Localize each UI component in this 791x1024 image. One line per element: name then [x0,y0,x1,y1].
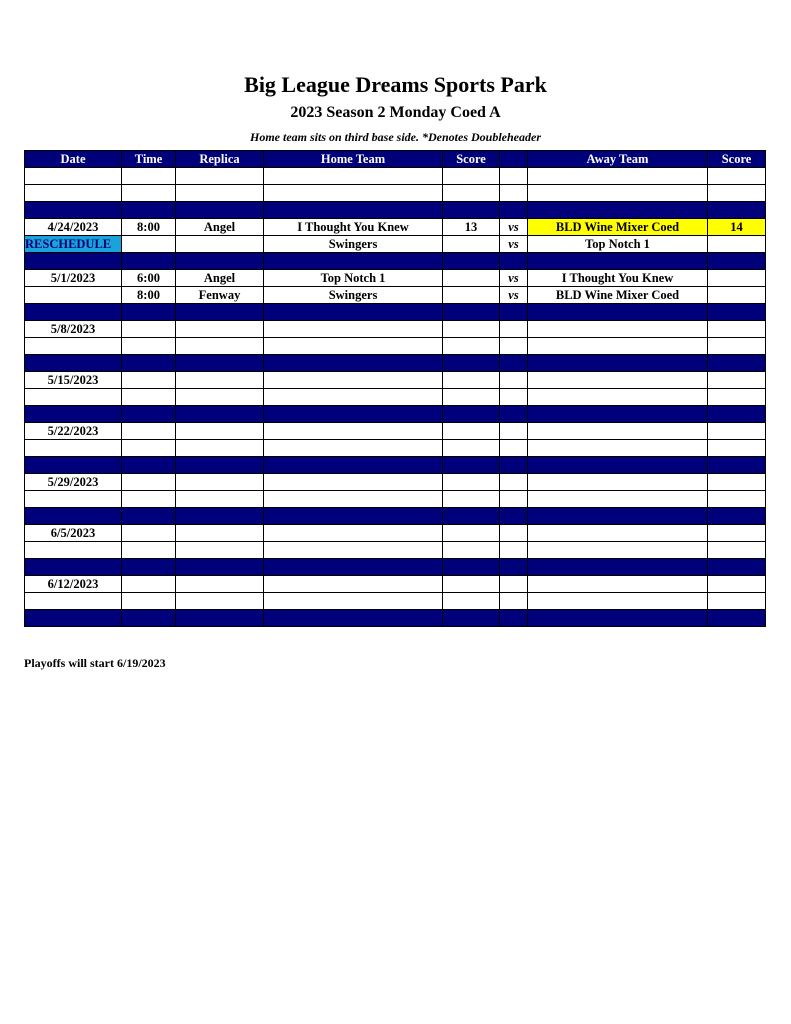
separator-cell [122,610,176,627]
cell-date: 5/29/2023 [25,474,122,491]
separator-cell [176,406,264,423]
cell-home-team [264,389,443,406]
cell-vs [500,168,528,185]
playoffs-note: Playoffs will start 6/19/2023 [24,656,166,670]
cell-home-score [443,491,500,508]
table-row [25,185,766,202]
cell-home-score [443,440,500,457]
week-separator-row [25,559,766,576]
separator-cell [264,559,443,576]
cell-home-score [443,287,500,304]
cell-vs [500,372,528,389]
cell-home-team [264,185,443,202]
separator-cell [264,406,443,423]
separator-cell [528,304,708,321]
week-separator-row [25,253,766,270]
cell-home-score [443,236,500,253]
cell-away-score [708,542,766,559]
cell-replica: Angel [176,219,264,236]
cell-vs [500,593,528,610]
separator-cell [443,559,500,576]
cell-time [122,338,176,355]
cell-away-team [528,576,708,593]
cell-away-team [528,185,708,202]
table-row [25,423,766,440]
separator-cell [528,202,708,219]
cell-home-team [264,168,443,185]
separator-cell [443,202,500,219]
separator-cell [708,508,766,525]
cell-vs [500,525,528,542]
cell-away-score [708,474,766,491]
cell-time [122,474,176,491]
cell-date: 4/24/2023 [25,219,122,236]
separator-cell [443,406,500,423]
cell-home-score [443,372,500,389]
separator-cell [528,508,708,525]
separator-cell [443,355,500,372]
cell-home-score [443,338,500,355]
separator-cell [500,406,528,423]
cell-away-team [528,491,708,508]
separator-cell [264,202,443,219]
cell-replica [176,389,264,406]
cell-time [122,236,176,253]
cell-home-score [443,270,500,287]
cell-date: 6/12/2023 [25,576,122,593]
separator-cell [176,457,264,474]
cell-date: 5/22/2023 [25,423,122,440]
cell-date [25,338,122,355]
cell-date [25,542,122,559]
cell-home-team: Swingers [264,287,443,304]
cell-home-team [264,491,443,508]
cell-home-team [264,423,443,440]
cell-time [122,372,176,389]
cell-vs [500,440,528,457]
col-vs [500,151,528,168]
week-separator-row [25,610,766,627]
separator-cell [528,253,708,270]
page-title: Big League Dreams Sports Park [244,72,547,97]
cell-time [122,491,176,508]
separator-cell [500,202,528,219]
schedule-table [24,150,766,627]
cell-replica: Fenway [176,287,264,304]
separator-cell [25,559,122,576]
cell-home-team [264,593,443,610]
separator-cell [176,253,264,270]
cell-replica [176,576,264,593]
cell-time [122,542,176,559]
separator-cell [708,202,766,219]
cell-vs [500,389,528,406]
cell-away-team [528,321,708,338]
cell-home-team: I Thought You Knew [264,219,443,236]
table-row [25,168,766,185]
separator-cell [176,304,264,321]
cell-date [25,491,122,508]
cell-home-team [264,321,443,338]
separator-cell [122,304,176,321]
cell-home-score [443,576,500,593]
cell-date [25,185,122,202]
separator-cell [708,610,766,627]
cell-away-team [528,593,708,610]
separator-cell [25,355,122,372]
cell-replica [176,440,264,457]
cell-home-team [264,474,443,491]
cell-away-score: 14 [708,219,766,236]
table-row [25,542,766,559]
cell-replica: Angel [176,270,264,287]
cell-date: 6/5/2023 [25,525,122,542]
separator-cell [528,406,708,423]
cell-home-score [443,525,500,542]
cell-away-score [708,321,766,338]
cell-away-team [528,525,708,542]
separator-cell [176,508,264,525]
cell-time [122,168,176,185]
table-row [25,321,766,338]
cell-vs: vs [500,236,528,253]
table-row [25,525,766,542]
cell-home-team [264,542,443,559]
separator-cell [708,457,766,474]
week-separator-row [25,406,766,423]
cell-replica [176,593,264,610]
cell-vs [500,491,528,508]
cell-home-score [443,168,500,185]
separator-cell [264,508,443,525]
separator-cell [122,202,176,219]
cell-home-team [264,525,443,542]
cell-away-team: BLD Wine Mixer Coed [528,219,708,236]
separator-cell [176,559,264,576]
cell-home-score [443,321,500,338]
cell-away-team [528,338,708,355]
cell-replica [176,542,264,559]
cell-vs [500,185,528,202]
separator-cell [264,457,443,474]
separator-cell [25,202,122,219]
cell-away-score [708,491,766,508]
reschedule-badge: RESCHEDULE [25,236,122,253]
week-separator-row [25,304,766,321]
cell-vs [500,542,528,559]
cell-away-team [528,423,708,440]
cell-away-score [708,525,766,542]
cell-away-team [528,389,708,406]
col-time: Time [122,151,176,168]
cell-time [122,423,176,440]
cell-time: 8:00 [122,287,176,304]
cell-home-team [264,440,443,457]
cell-vs [500,321,528,338]
separator-cell [25,508,122,525]
table-row [25,236,766,253]
cell-replica [176,168,264,185]
cell-away-score [708,389,766,406]
page-subtitle: 2023 Season 2 Monday Coed A [290,104,501,121]
cell-away-team: I Thought You Knew [528,270,708,287]
cell-replica [176,321,264,338]
separator-cell [122,406,176,423]
separator-cell [176,202,264,219]
separator-cell [500,610,528,627]
header-row [25,151,766,168]
cell-vs [500,338,528,355]
cell-away-team: BLD Wine Mixer Coed [528,287,708,304]
week-separator-row [25,202,766,219]
cell-away-score [708,423,766,440]
col-away-score: Score [708,151,766,168]
cell-replica [176,236,264,253]
cell-away-score [708,440,766,457]
separator-cell [264,355,443,372]
cell-vs: vs [500,219,528,236]
separator-cell [264,304,443,321]
cell-away-team: Top Notch 1 [528,236,708,253]
cell-time [122,440,176,457]
cell-vs: vs [500,270,528,287]
cell-replica [176,525,264,542]
separator-cell [500,253,528,270]
separator-cell [122,355,176,372]
col-home-score: Score [443,151,500,168]
col-date: Date [25,151,122,168]
separator-cell [500,355,528,372]
table-row [25,270,766,287]
table-row [25,219,766,236]
cell-time [122,576,176,593]
cell-away-score [708,185,766,202]
separator-cell [176,355,264,372]
cell-vs [500,423,528,440]
col-home-team: Home Team [264,151,443,168]
separator-cell [443,304,500,321]
separator-cell [443,508,500,525]
col-away-team: Away Team [528,151,708,168]
cell-date: 5/15/2023 [25,372,122,389]
cell-home-team: Top Notch 1 [264,270,443,287]
cell-vs: vs [500,287,528,304]
cell-home-score [443,542,500,559]
table-row [25,491,766,508]
cell-away-score [708,236,766,253]
cell-home-score [443,474,500,491]
separator-cell [122,559,176,576]
separator-cell [708,253,766,270]
cell-time [122,185,176,202]
week-separator-row [25,457,766,474]
table-row [25,576,766,593]
separator-cell [500,304,528,321]
separator-cell [443,610,500,627]
separator-cell [500,508,528,525]
cell-home-team: Swingers [264,236,443,253]
cell-home-score: 13 [443,219,500,236]
separator-cell [264,610,443,627]
separator-cell [708,406,766,423]
cell-time [122,525,176,542]
cell-replica [176,185,264,202]
cell-replica [176,423,264,440]
cell-away-score [708,372,766,389]
separator-cell [708,355,766,372]
week-separator-row [25,508,766,525]
cell-time [122,389,176,406]
separator-cell [500,559,528,576]
separator-cell [708,559,766,576]
cell-date [25,287,122,304]
separator-cell [528,559,708,576]
cell-date [25,168,122,185]
cell-date: 5/8/2023 [25,321,122,338]
cell-replica [176,372,264,389]
separator-cell [528,457,708,474]
cell-home-score [443,185,500,202]
cell-away-team [528,440,708,457]
separator-cell [25,457,122,474]
separator-cell [176,610,264,627]
cell-replica [176,491,264,508]
cell-away-team [528,474,708,491]
cell-home-team [264,576,443,593]
table-row [25,474,766,491]
cell-time: 8:00 [122,219,176,236]
cell-home-team [264,372,443,389]
cell-away-score [708,287,766,304]
separator-cell [25,253,122,270]
cell-date: 5/1/2023 [25,270,122,287]
table-row [25,287,766,304]
cell-home-score [443,423,500,440]
cell-vs [500,576,528,593]
separator-cell [528,355,708,372]
cell-away-score [708,270,766,287]
cell-replica [176,338,264,355]
cell-home-score [443,389,500,406]
col-replica: Replica [176,151,264,168]
separator-cell [528,610,708,627]
cell-date [25,440,122,457]
cell-home-score [443,593,500,610]
cell-away-score [708,338,766,355]
cell-home-team [264,338,443,355]
separator-cell [25,304,122,321]
table-row [25,389,766,406]
cell-away-score [708,593,766,610]
cell-away-team [528,168,708,185]
separator-cell [500,457,528,474]
separator-cell [264,253,443,270]
separator-cell [25,406,122,423]
table-row [25,440,766,457]
separator-cell [708,304,766,321]
cell-date [25,593,122,610]
separator-cell [122,457,176,474]
schedule-note: Home team sits on third base side. *Denotes Doubleheader [250,130,541,144]
cell-away-score [708,576,766,593]
cell-time: 6:00 [122,270,176,287]
cell-replica [176,474,264,491]
cell-away-score [708,168,766,185]
cell-away-team [528,372,708,389]
separator-cell [443,253,500,270]
cell-away-team [528,542,708,559]
separator-cell [25,610,122,627]
week-separator-row [25,355,766,372]
cell-time [122,593,176,610]
separator-cell [122,508,176,525]
cell-date [25,389,122,406]
table-row [25,593,766,610]
separator-cell [122,253,176,270]
table-row [25,338,766,355]
separator-cell [443,457,500,474]
cell-time [122,321,176,338]
cell-vs [500,474,528,491]
table-row [25,372,766,389]
